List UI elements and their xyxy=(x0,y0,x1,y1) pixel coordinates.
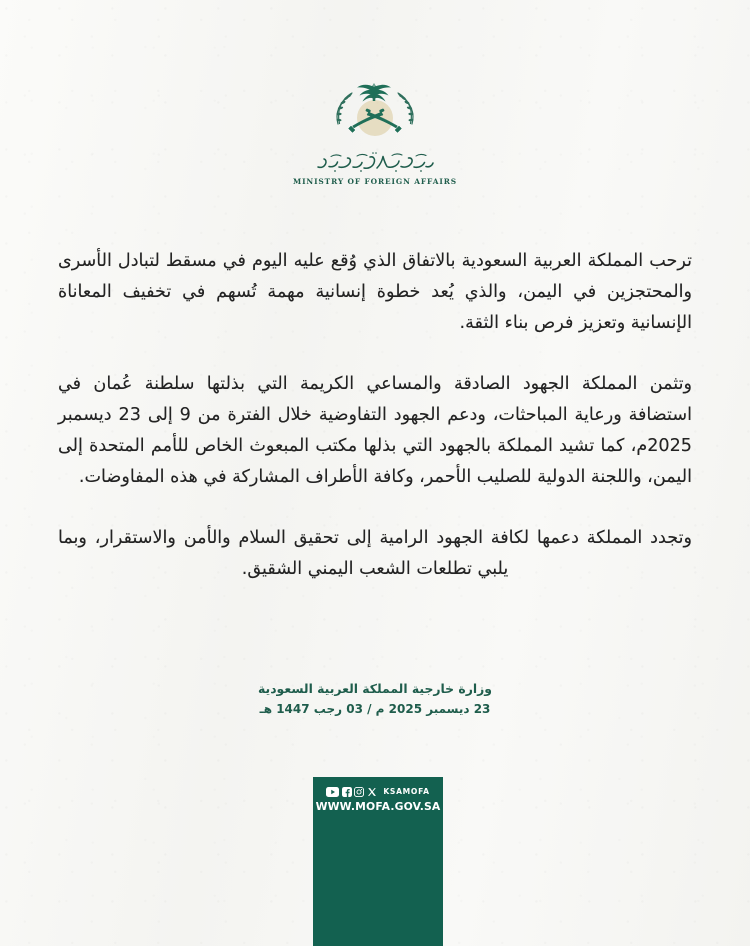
statement-body xyxy=(58,246,692,585)
social-handle: KSAMOFA xyxy=(383,787,430,796)
signature-ministry-name: وزارة خارجية المملكة العربية السعودية xyxy=(258,681,492,696)
signature-date: 23 ديسمبر 2025 م / 03 رجب 1447 هـ xyxy=(259,702,491,716)
x-twitter-icon[interactable] xyxy=(367,787,377,797)
signature-block xyxy=(0,680,750,718)
website-url[interactable]: WWW.MOFA.GOV.SA xyxy=(315,800,441,813)
footer-panel xyxy=(313,777,443,946)
statement-paragraph-2: وتثمن المملكة الجهود الصادقة والمساعي الكريمة التي بذلتها سلطنة عُمان في استضافة ورعاية المباحثات، ودعم الجهود التفاوضية خلال الفترة من 9 إلى 23 ديسمبر 2025م، كما تشيد المملكة بالجهود التي بذلها مكتب المبعوث الخاص للأمم المتحدة إلى اليمن، واللجنة الدولية للصليب الأحمر، وكافة الأطراف المشاركة في هذه المفاوضات. xyxy=(58,374,692,487)
ministry-english-name: MINISTRY OF FOREIGN AFFAIRS xyxy=(292,177,458,186)
document-header xyxy=(0,74,750,186)
social-links-row[interactable] xyxy=(326,786,429,798)
statement-paragraph-1: ترحب المملكة العربية السعودية بالاتفاق الذي وُقع عليه اليوم في مسقط لتبادل الأسرى والمحتجزين في اليمن، والذي يُعد خطوة إنسانية مهمة تُسهم في تخفيف المعاناة الإنسانية وتعزيز فرص بناء الثقة. xyxy=(58,251,692,333)
youtube-icon[interactable] xyxy=(326,787,339,797)
facebook-icon[interactable] xyxy=(342,787,352,797)
statement-paragraph-3: وتجدد المملكة دعمها لكافة الجهود الرامية إلى تحقيق السلام والأمن والاستقرار، وبما يلبي تطلعات الشعب اليمني الشقيق. xyxy=(58,528,692,579)
instagram-icon[interactable] xyxy=(354,787,364,797)
ministry-arabic-wordmark xyxy=(309,150,441,176)
saudi-emblem-palm-and-swords-icon xyxy=(321,74,429,146)
